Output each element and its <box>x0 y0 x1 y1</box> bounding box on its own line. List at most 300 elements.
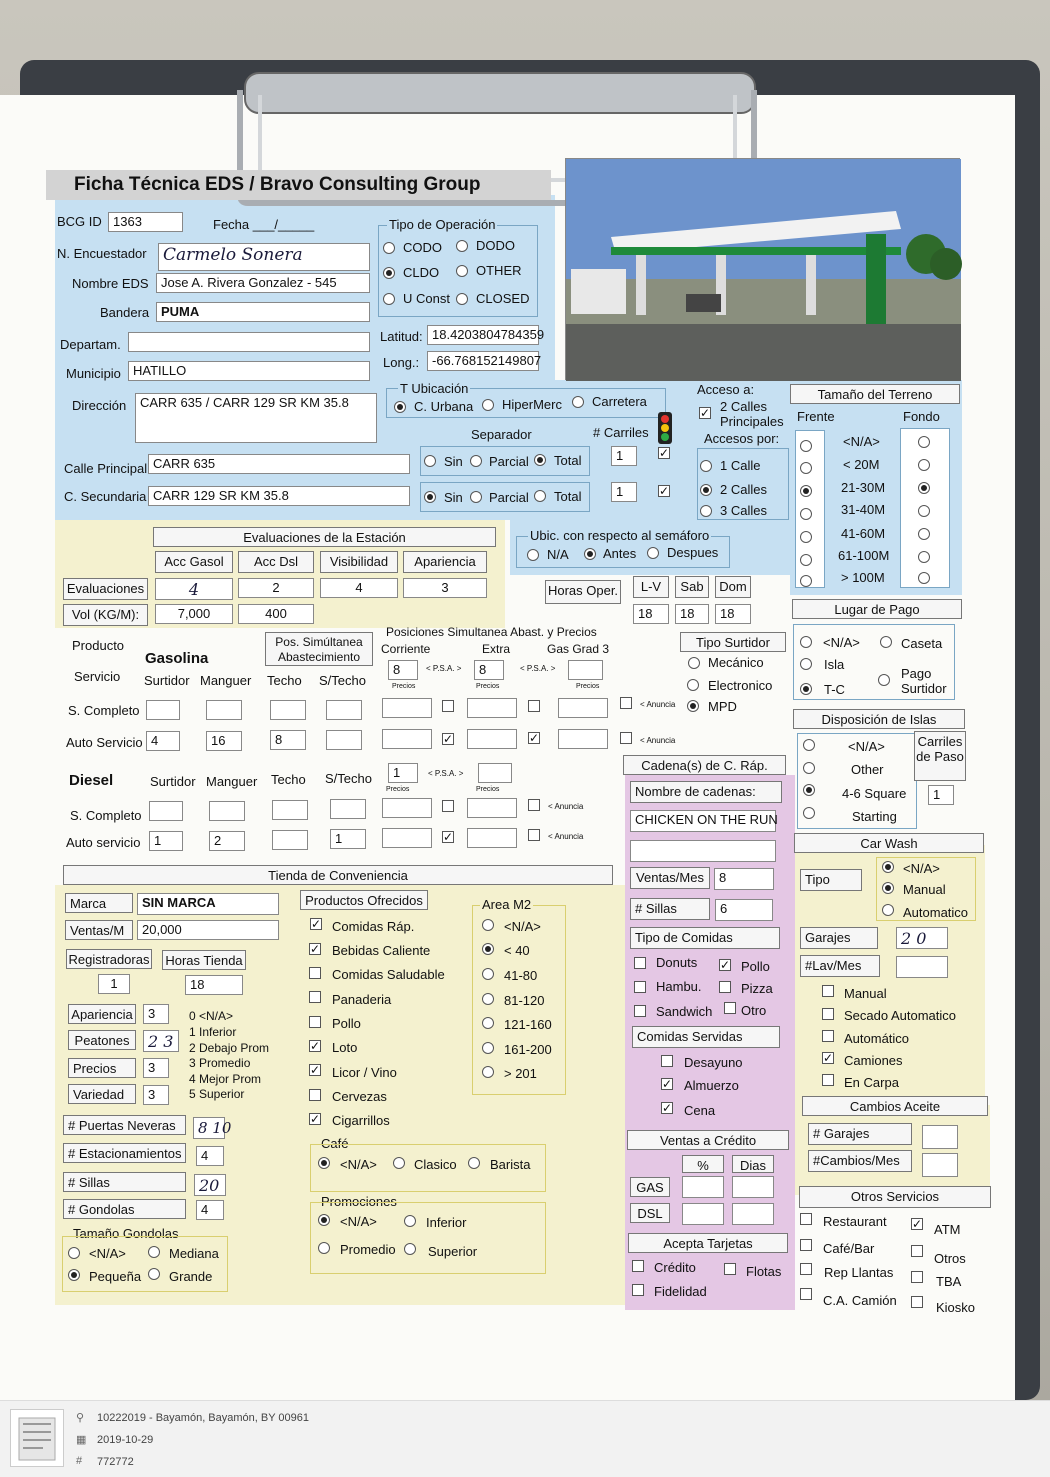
gas-auto-techo[interactable]: 8 <box>270 730 306 750</box>
acceso-2calles-radio[interactable] <box>700 484 712 496</box>
dsl-auto-precio-2[interactable] <box>467 828 517 848</box>
semaforo-despues-radio[interactable] <box>647 547 659 559</box>
fondo-na-radio[interactable] <box>918 436 930 448</box>
producto-label: Producto <box>72 638 125 653</box>
visibilidad-value[interactable]: 4 <box>320 578 398 598</box>
carretera-label: Carretera <box>592 394 647 409</box>
escala-0: 0 <N/A> <box>189 1009 234 1023</box>
apariencia-value[interactable]: 3 <box>403 578 487 598</box>
area-na-radio[interactable] <box>482 919 494 931</box>
carwash-garajes-label: Garajes <box>800 927 878 949</box>
licor-check[interactable]: ✓ <box>310 1063 321 1077</box>
dsl-sc-check-2[interactable] <box>528 799 540 811</box>
otros-label: Otros <box>934 1251 966 1266</box>
loto-check[interactable]: ✓ <box>310 1039 321 1053</box>
fondo-41-60m-radio[interactable] <box>918 528 930 540</box>
promo-superior-radio[interactable] <box>404 1243 416 1255</box>
gas-sc-manguer[interactable] <box>206 700 242 720</box>
almuerzo-label: Almuerzo <box>684 1078 739 1093</box>
sillas-tienda-field[interactable]: 20 <box>194 1174 226 1196</box>
carriles-secundaria-field[interactable]: 1 <box>611 482 637 502</box>
gas-auto-stecho[interactable] <box>326 730 362 750</box>
hambu-label: Hambu. <box>656 979 702 994</box>
panaderia-check[interactable] <box>309 991 321 1003</box>
sep1-sin-label: Sin <box>444 454 463 469</box>
credito-dsl-dias[interactable] <box>732 1203 774 1225</box>
sillas-tienda-label: # Sillas <box>63 1172 186 1192</box>
sillas-cadena-field[interactable]: 6 <box>715 899 773 921</box>
fondo-20m-radio[interactable] <box>918 459 930 471</box>
separador-label: Separador <box>471 427 532 442</box>
dsl-auto-surtidor[interactable]: 1 <box>149 831 183 851</box>
area-40-label: < 40 <box>504 943 530 958</box>
kiosko-label: Kiosko <box>936 1300 976 1315</box>
vol-dsl-value[interactable]: 400 <box>238 604 314 624</box>
cw-carpa-check[interactable] <box>822 1074 834 1086</box>
lugar-pago-header: Lugar de Pago <box>792 599 962 619</box>
almuerzo-check[interactable]: ✓ <box>662 1077 673 1091</box>
dsl-auto-check-1[interactable]: ✓ <box>443 830 454 844</box>
direccion-field[interactable]: CARR 635 / CARR 129 SR KM 35.8 <box>135 393 377 443</box>
bcg-id-label: BCG ID <box>57 214 102 229</box>
fondo-61-100m-radio[interactable] <box>918 551 930 563</box>
frente-41-60m-radio[interactable] <box>800 531 812 543</box>
gas-psa-gas3[interactable] <box>568 660 603 680</box>
promociones-label: Promociones <box>321 1194 397 1209</box>
gas-auto-precio-2[interactable] <box>467 729 517 749</box>
credito-gas-label: GAS <box>630 1177 670 1197</box>
dsl-stecho-col: S/Techo <box>325 771 372 786</box>
otros-check[interactable] <box>911 1245 923 1257</box>
terreno-opt-41-60m: 41-60M <box>841 526 886 541</box>
gas-techo-col: Techo <box>267 673 302 688</box>
calle-secundaria-field[interactable]: CARR 129 SR KM 35.8 <box>148 486 410 506</box>
frente-label: Frente <box>797 409 835 424</box>
area-161-200-radio[interactable] <box>482 1042 494 1054</box>
semaforo-na-radio[interactable] <box>527 549 539 561</box>
dsl-auto-check-2[interactable] <box>528 829 540 841</box>
pollo-tienda-check[interactable] <box>309 1016 321 1028</box>
dsl-auto-label: Auto servicio <box>66 835 141 850</box>
gondola-mediana-label: Mediana <box>169 1246 219 1261</box>
fondo-31-40m-radio[interactable] <box>918 505 930 517</box>
promo-inferior-radio[interactable] <box>404 1215 416 1227</box>
latitud-field[interactable]: 18.4203804784359 <box>427 325 539 345</box>
credito-card-check[interactable] <box>632 1260 644 1272</box>
gasolina-heading: Gasolina <box>145 650 209 667</box>
gas-psa-extra[interactable]: 8 <box>474 660 504 680</box>
acceso-title: Acceso a: <box>697 382 755 397</box>
semaforo-antes-radio[interactable] <box>584 548 596 560</box>
sep1-total-label: Total <box>554 453 582 468</box>
fidelidad-check[interactable] <box>632 1284 644 1296</box>
lav-mes-label: #Lav/Mes <box>800 955 880 977</box>
gas-auto-surtidor[interactable]: 4 <box>146 731 180 751</box>
credito-gas-dias[interactable] <box>732 1176 774 1198</box>
evaluaciones-row-label: Evaluaciones <box>63 578 148 600</box>
dsl-sc-precio-2[interactable] <box>467 798 517 818</box>
acceso-3calles-radio[interactable] <box>700 505 712 517</box>
dodo-label: DODO <box>476 238 515 253</box>
licor-label: Licor / Vino <box>332 1065 397 1080</box>
gas-sc-check-1[interactable] <box>442 700 454 712</box>
area-81-120-radio[interactable] <box>482 993 494 1005</box>
gas-scompleto-label: S. Completo <box>68 703 140 718</box>
terreno-opt-21-30m: 21-30M <box>841 480 886 495</box>
islas-square-radio[interactable] <box>803 784 815 796</box>
restaurant-check[interactable] <box>800 1213 812 1225</box>
long-field[interactable]: -66.768152149807 <box>427 351 539 371</box>
gas-auto-precio-3[interactable] <box>558 729 608 749</box>
closed-radio[interactable] <box>456 293 468 305</box>
dsl-psa-corriente[interactable]: 1 <box>388 763 418 783</box>
gas-auto-anuncia: < Anuncia <box>640 736 676 745</box>
variedad-field[interactable]: 3 <box>143 1085 169 1105</box>
mpd-radio[interactable] <box>687 700 699 712</box>
uconst-radio[interactable] <box>383 293 395 305</box>
estacionamientos-field[interactable]: 4 <box>196 1146 224 1166</box>
direccion-label: Dirección <box>72 398 127 413</box>
ventas-mes-field[interactable]: 8 <box>714 868 774 890</box>
hambu-check[interactable] <box>634 981 646 993</box>
dsl-precios-2: Precios <box>476 786 500 793</box>
codo-label: CODO <box>403 240 442 255</box>
desayuno-check[interactable] <box>661 1055 673 1067</box>
gas-auto-check-2[interactable]: ✓ <box>529 731 540 745</box>
donuts-check[interactable] <box>634 957 646 969</box>
tba-label: TBA <box>936 1274 962 1289</box>
cafe-label: Café <box>321 1136 349 1151</box>
latitud-label: Latitud: <box>380 329 423 344</box>
bebidas-check[interactable]: ✓ <box>310 942 321 956</box>
tipo-operacion-title: Tipo de Operación <box>389 217 496 232</box>
islas-starting-radio[interactable] <box>803 807 815 819</box>
form-title: Ficha Técnica EDS / Bravo Consulting Group <box>46 170 551 200</box>
apariencia-header: Apariencia <box>403 551 487 573</box>
cw-camiones-check[interactable]: ✓ <box>823 1051 834 1065</box>
cafebar-check[interactable] <box>800 1239 812 1251</box>
horas-oper-label: Horas Oper. <box>545 580 621 604</box>
cw-secado-check[interactable] <box>822 1008 834 1020</box>
precios-tienda-field[interactable]: 3 <box>143 1058 169 1078</box>
cervezas-check[interactable] <box>309 1089 321 1101</box>
fondo-100m-radio[interactable] <box>918 572 930 584</box>
aceite-garajes-label: # Garajes <box>808 1123 912 1145</box>
area-41-80-radio[interactable] <box>482 968 494 980</box>
carriles-secundaria-check[interactable]: ✓ <box>659 484 670 498</box>
credito-gas-pct[interactable] <box>682 1176 724 1198</box>
calle-secundaria-label: C. Secundaria <box>64 489 147 504</box>
horas-lv-value[interactable]: 18 <box>633 604 669 624</box>
sep2-total-radio[interactable] <box>534 490 546 502</box>
cambios-mes-field[interactable] <box>922 1153 958 1177</box>
cigarrillos-check[interactable]: ✓ <box>310 1112 321 1126</box>
gas-auto-check-1[interactable]: ✓ <box>443 732 454 746</box>
gas-sc-surtidor[interactable] <box>146 700 180 720</box>
dsl-sc-techo[interactable] <box>272 800 308 820</box>
hipermerc-label: HiperMerc <box>502 397 562 412</box>
promo-na-radio[interactable] <box>318 1214 330 1226</box>
kiosko-check[interactable] <box>911 1296 923 1308</box>
dsl-sc-manguer[interactable] <box>209 801 245 821</box>
acceso-3calles-label: 3 Calles <box>720 503 767 518</box>
gas-auto-check-3[interactable] <box>620 732 632 744</box>
cervezas-label: Cervezas <box>332 1089 387 1104</box>
municipio-field[interactable]: HATILLO <box>128 361 370 381</box>
pago-surtidor-radio[interactable] <box>878 674 890 686</box>
gondola-grande-radio[interactable] <box>148 1268 160 1280</box>
registradoras-field[interactable]: 1 <box>98 974 130 994</box>
pizza-check[interactable] <box>719 981 731 993</box>
horas-dom-value[interactable]: 18 <box>715 604 751 624</box>
horas-sab-value[interactable]: 18 <box>675 604 709 624</box>
horas-dom-header: Dom <box>715 576 751 598</box>
pollo-label: Pollo <box>741 959 770 974</box>
nombre-cadenas-field-2[interactable] <box>630 840 776 862</box>
tba-check[interactable] <box>911 1271 923 1283</box>
area-121-160-radio[interactable] <box>482 1017 494 1029</box>
area-201-label: > 201 <box>504 1066 537 1081</box>
area-40-radio[interactable] <box>482 943 494 955</box>
llantas-label: Rep Llantas <box>824 1265 894 1280</box>
cw-camiones-label: Camiones <box>844 1053 903 1068</box>
gas-sc-check-3[interactable] <box>620 697 632 709</box>
dsl-auto-stecho[interactable]: 1 <box>330 829 366 849</box>
gas-manguer-col: Manguer <box>200 673 252 688</box>
dsl-manguer-col: Manguer <box>206 774 258 789</box>
acceso-principales-check[interactable]: ✓ <box>700 406 711 420</box>
sep1-total-radio[interactable] <box>534 454 546 466</box>
gas-auto-manguer[interactable]: 16 <box>206 731 242 751</box>
dsl-auto-techo[interactable] <box>272 830 308 850</box>
gas-sc-precio-3[interactable] <box>558 698 608 718</box>
registradoras-label: Registradoras <box>66 949 152 969</box>
gondola-na-radio[interactable] <box>68 1247 80 1259</box>
traffic-light-icon <box>650 410 680 446</box>
carriles-paso-field[interactable]: 1 <box>928 785 954 805</box>
frente-100m-radio[interactable] <box>800 575 812 587</box>
cw-manual-check[interactable] <box>822 985 834 997</box>
calle-principal-label: Calle Principal <box>64 461 148 476</box>
cadena-header: Cadena(s) de C. Ráp. <box>623 755 786 775</box>
acc-dsl-value[interactable]: 2 <box>238 578 314 598</box>
atm-check[interactable]: ✓ <box>912 1217 923 1231</box>
gondola-mediana-radio[interactable] <box>148 1246 160 1258</box>
escala-4: 4 Mejor Prom <box>189 1072 262 1086</box>
cafe-clasico-radio[interactable] <box>393 1157 405 1169</box>
other-radio[interactable] <box>456 265 468 277</box>
calendar-icon: ▦ <box>76 1434 87 1446</box>
gas-sc-check-2[interactable] <box>528 700 540 712</box>
area-201-radio[interactable] <box>482 1066 494 1078</box>
promo-inferior-label: Inferior <box>426 1215 467 1230</box>
pollo-check[interactable]: ✓ <box>720 958 731 972</box>
municipio-label: Municipio <box>66 366 121 381</box>
comidas-rap-check[interactable]: ✓ <box>311 917 322 931</box>
area-161-200-label: 161-200 <box>504 1042 552 1057</box>
gas-psa-corriente[interactable]: 8 <box>388 660 418 680</box>
carwash-header: Car Wash <box>794 833 984 853</box>
carriles-principal-field[interactable]: 1 <box>611 446 637 466</box>
aceite-garajes-field[interactable] <box>922 1125 958 1149</box>
promo-superior-label: Superior <box>428 1244 478 1259</box>
encuestador-field[interactable]: Carmelo Sonera <box>158 243 370 271</box>
horas-tienda-field[interactable]: 18 <box>185 975 243 995</box>
cw-automatico-check[interactable] <box>822 1030 834 1042</box>
cldo-radio[interactable] <box>383 267 395 279</box>
dsl-psa-extra[interactable] <box>478 763 512 783</box>
acc-gasol-value[interactable]: 4 <box>155 578 233 600</box>
cena-check[interactable]: ✓ <box>662 1101 673 1115</box>
dsl-sc-anuncia: < Anuncia <box>548 802 584 811</box>
promo-promedio-radio[interactable] <box>318 1242 330 1254</box>
hash-icon: # <box>76 1455 83 1467</box>
islas-header: Disposición de Islas <box>793 709 965 729</box>
pago-isla-radio[interactable] <box>800 658 812 670</box>
acc-dsl-header: Acc Dsl <box>238 551 314 573</box>
gas3-label: Gas Grad 3 <box>547 642 610 656</box>
fondo-21-30m-radio[interactable] <box>918 482 930 494</box>
saludable-check[interactable] <box>309 967 321 979</box>
accesos-por-title: Accesos por: <box>704 431 780 446</box>
ventas-mes-label: Ventas/Mes <box>630 867 710 889</box>
dsl-auto-precio-1[interactable] <box>382 828 432 848</box>
donuts-label: Donuts <box>656 955 698 970</box>
visibilidad-header: Visibilidad <box>320 551 398 573</box>
carriles-label: # Carriles <box>593 425 649 440</box>
acceso-1calle-radio[interactable] <box>700 460 712 472</box>
sep1-parcial-radio[interactable] <box>470 455 482 467</box>
bandera-field[interactable]: PUMA <box>156 302 370 322</box>
lav-mes-field[interactable] <box>896 956 948 978</box>
carwash-auto-label: Automatico <box>903 905 969 920</box>
gondola-pequena-radio[interactable] <box>68 1269 80 1281</box>
dsl-sc-check-1[interactable] <box>442 800 454 812</box>
horas-sab-header: Sab <box>675 576 709 598</box>
pollo-tienda-label: Pollo <box>332 1016 361 1031</box>
ventas-tienda-field[interactable]: 20,000 <box>137 920 279 940</box>
vol-gasol-value[interactable]: 7,000 <box>155 604 233 624</box>
sillas-cadena-label: # Sillas <box>630 898 710 920</box>
departam-field[interactable] <box>128 332 370 352</box>
departam-label: Departam. <box>60 337 121 352</box>
pago-tc-radio[interactable] <box>800 683 812 695</box>
sep2-parcial-radio[interactable] <box>470 491 482 503</box>
carriles-principal-check[interactable]: ✓ <box>659 446 670 460</box>
pizza-label: Pizza <box>741 981 773 996</box>
electronico-radio[interactable] <box>687 679 699 691</box>
flotas-label: Flotas <box>746 1264 782 1279</box>
pago-na-radio[interactable] <box>800 636 812 648</box>
corriente-label: Corriente <box>381 642 431 656</box>
dodo-radio[interactable] <box>456 240 468 252</box>
calle-principal-field[interactable]: CARR 635 <box>148 454 410 474</box>
sandwich-check[interactable] <box>634 1005 646 1017</box>
pago-isla-label: Isla <box>824 657 845 672</box>
sep2-sin-radio[interactable] <box>424 491 436 503</box>
llantas-check[interactable] <box>800 1263 812 1275</box>
gas-sc-stecho[interactable] <box>326 700 362 720</box>
frente-20m-radio[interactable] <box>800 462 812 474</box>
cw-carpa-label: En Carpa <box>844 1075 899 1090</box>
dsl-sc-surtidor[interactable] <box>149 801 183 821</box>
fidelidad-label: Fidelidad <box>654 1284 707 1299</box>
dsl-auto-manguer[interactable]: 2 <box>209 831 245 851</box>
cafe-na-label: <N/A> <box>340 1157 377 1172</box>
gas-sc-techo[interactable] <box>270 700 306 720</box>
gas-auto-precio-1[interactable] <box>382 729 432 749</box>
dsl-precios-1: Precios <box>386 786 410 793</box>
diesel-heading: Diesel <box>69 772 114 789</box>
c-urbana-radio[interactable] <box>394 401 406 413</box>
gas-sc-precio-1[interactable] <box>382 698 432 718</box>
islas-other-radio[interactable] <box>803 762 815 774</box>
hipermerc-radio[interactable] <box>482 399 494 411</box>
apariencia-tienda-field[interactable]: 3 <box>143 1004 169 1024</box>
frente-61-100m-radio[interactable] <box>800 554 812 566</box>
frente-21-30m-radio[interactable] <box>800 485 812 497</box>
sep1-sin-radio[interactable] <box>424 455 436 467</box>
gas-sc-precio-2[interactable] <box>467 698 517 718</box>
marca-field[interactable]: SIN MARCA <box>137 893 279 915</box>
carwash-auto-radio[interactable] <box>882 904 894 916</box>
frente-na-radio[interactable] <box>800 440 812 452</box>
thumbnail[interactable] <box>10 1409 64 1467</box>
cafe-na-radio[interactable] <box>318 1157 330 1169</box>
credito-card-label: Crédito <box>654 1260 696 1275</box>
dsl-sc-stecho[interactable] <box>330 799 366 819</box>
cw-secado-label: Secado Automatico <box>844 1008 957 1023</box>
gas-surtidor-col: Surtidor <box>144 673 190 688</box>
tipo-surtidor-header: Tipo Surtidor <box>680 632 786 652</box>
ventas-tienda-label: Ventas/M <box>65 920 133 940</box>
cafebar-label: Café/Bar <box>823 1241 875 1256</box>
precios-label-2: Precios <box>476 683 500 690</box>
camion-check[interactable] <box>800 1288 812 1300</box>
bcg-id-field[interactable]: 1363 <box>108 212 183 232</box>
flotas-check[interactable] <box>724 1263 736 1275</box>
gondola-pequena-label: Pequeña <box>89 1269 142 1284</box>
mecanico-radio[interactable] <box>688 657 700 669</box>
cafe-barista-radio[interactable] <box>468 1157 480 1169</box>
pago-caseta-radio[interactable] <box>880 636 892 648</box>
sep2-parcial-label: Parcial <box>489 490 529 505</box>
peatones-field[interactable]: 2 3 <box>143 1030 179 1052</box>
carwash-manual-radio[interactable] <box>882 882 894 894</box>
carretera-radio[interactable] <box>572 396 584 408</box>
credito-dsl-label: DSL <box>630 1203 670 1223</box>
codo-radio[interactable] <box>383 242 395 254</box>
frente-31-40m-radio[interactable] <box>800 508 812 520</box>
precios-label-3: Precios <box>576 683 600 690</box>
islas-na-radio[interactable] <box>803 739 815 751</box>
dsl-sc-precio-1[interactable] <box>382 798 432 818</box>
neveras-field[interactable]: 8 10 <box>193 1117 225 1139</box>
station-photo <box>565 158 960 380</box>
cldo-label: CLDO <box>403 265 440 280</box>
otro-check[interactable] <box>724 1002 736 1014</box>
nombre-cadenas-field[interactable]: CHICKEN ON THE RUN <box>630 810 776 832</box>
nombre-eds-field[interactable]: Jose A. Rivera Gonzalez - 545 <box>156 273 370 293</box>
credito-dsl-pct[interactable] <box>682 1203 724 1225</box>
posiciones-title: Posiciones Simultanea Abast. y Precios <box>386 625 597 639</box>
carwash-garajes-field[interactable]: 2 0 <box>896 927 948 949</box>
dsl-auto-anuncia: < Anuncia <box>548 832 584 841</box>
islas-square-label: 4-6 Square <box>842 786 907 801</box>
tarjetas-header: Acepta Tarjetas <box>628 1233 788 1253</box>
gondolas-field[interactable]: 4 <box>196 1200 224 1220</box>
carwash-na-radio[interactable] <box>882 861 894 873</box>
